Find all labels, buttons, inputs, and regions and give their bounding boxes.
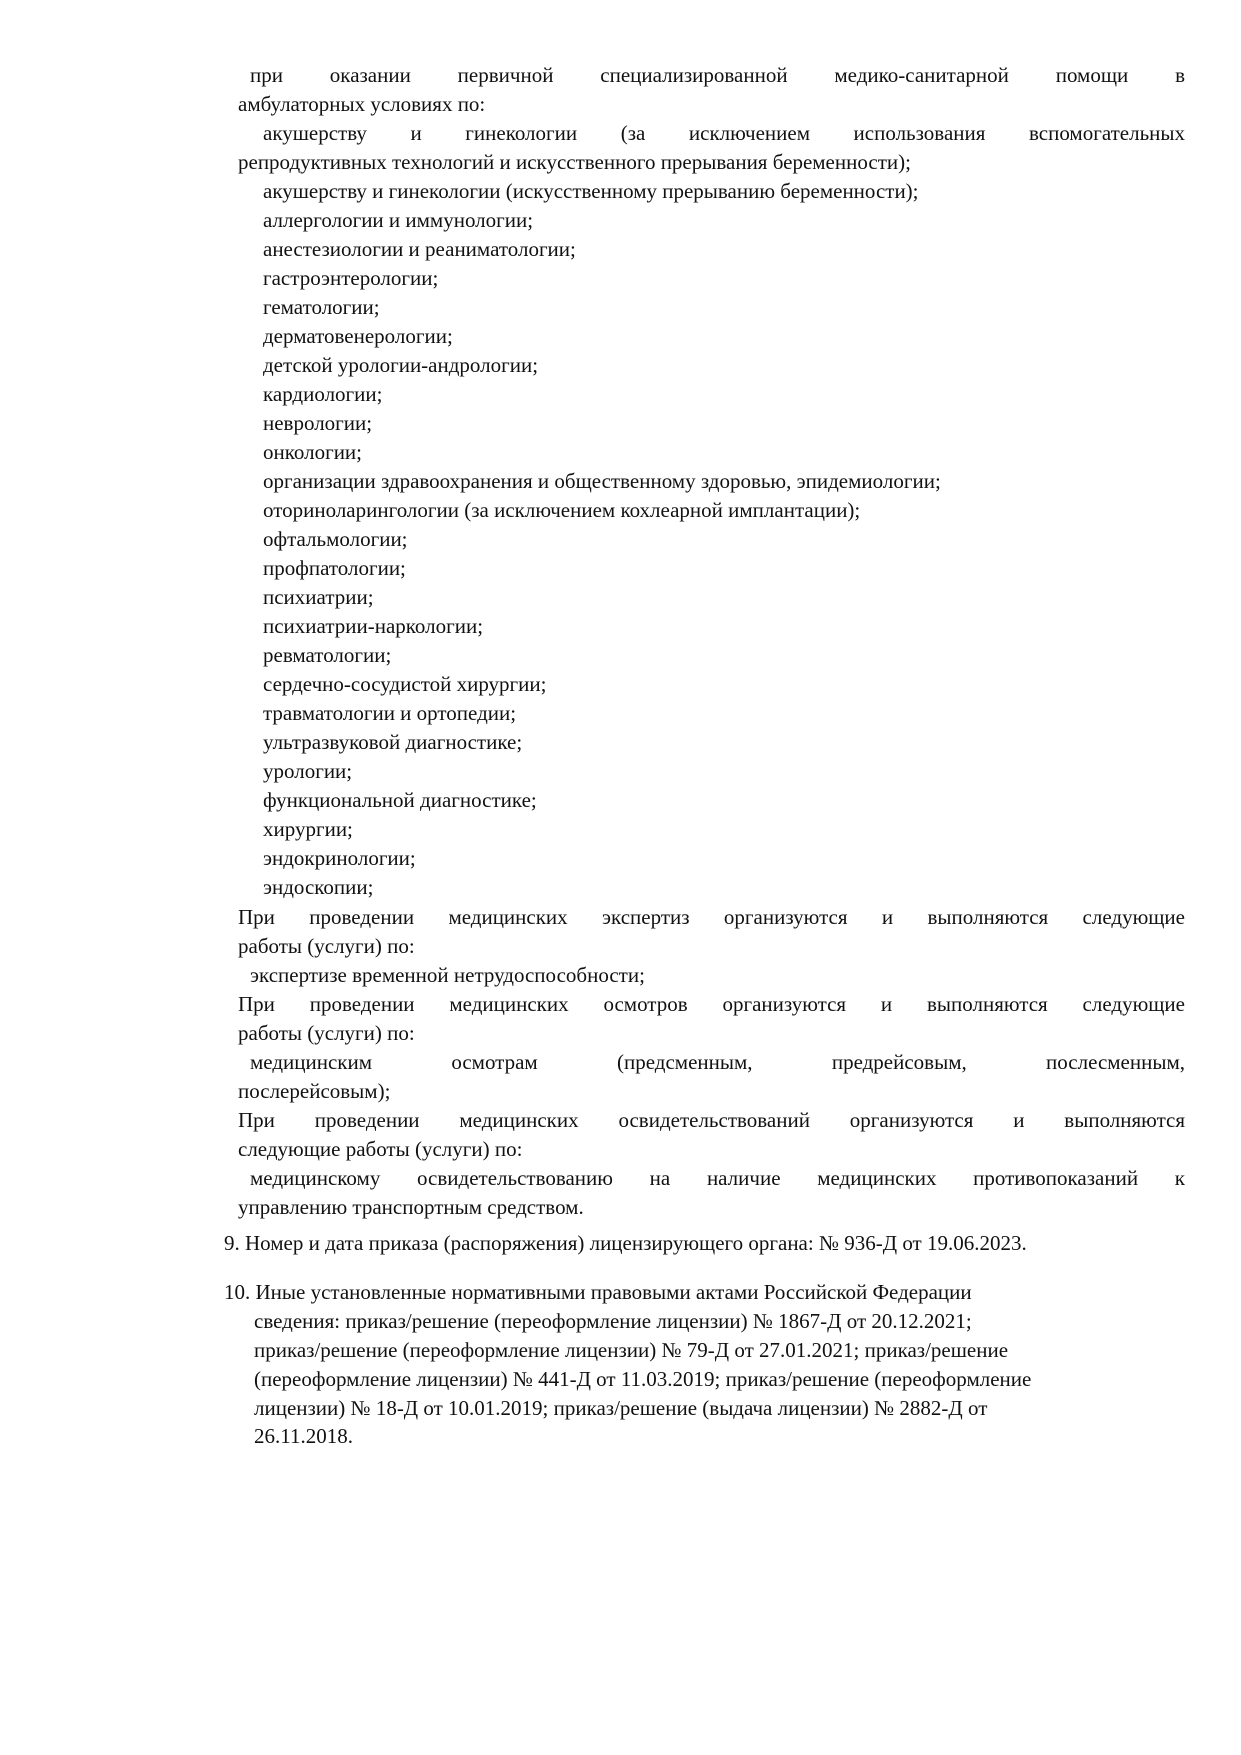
list-item: хирургии; [263, 817, 353, 841]
item-9-order-number: 9. Номер и дата приказа (распоряжения) лицензирующего органа: № 936-Д от 19.06.2023. [224, 1231, 1027, 1255]
list-item: психиатрии-наркологии; [263, 614, 484, 638]
list-item: медицинским осмотрам (предсменным, предрейсовым, послесменным, [250, 1050, 1185, 1074]
list-item: неврологии; [263, 411, 373, 435]
exams-heading: При проведении медицинских осмотров организуются и выполняются следующие [238, 992, 1185, 1016]
list-item: оториноларингологии (за исключением кохлеарной имплантации); [263, 498, 861, 522]
expertise-heading: работы (услуги) по: [238, 934, 415, 958]
list-item: гематологии; [263, 295, 380, 319]
list-item: послерейсовым); [238, 1079, 391, 1103]
item-10-line: 10. Иные установленные нормативными правовыми актами Российской Федерации [224, 1280, 972, 1304]
list-item: медицинскому освидетельствованию на наличие медицинских противопоказаний к [250, 1166, 1185, 1190]
list-item: организации здравоохранения и общественному здоровью, эпидемиологии; [263, 469, 941, 493]
list-item: урологии; [263, 759, 353, 783]
list-item: репродуктивных технологий и искусственного прерывания беременности); [238, 150, 911, 174]
list-item: сердечно-сосудистой хирургии; [263, 672, 547, 696]
intro-line: амбулаторных условиях по: [238, 92, 486, 116]
list-item: офтальмологии; [263, 527, 408, 551]
item-10-line: сведения: приказ/решение (переоформление лицензии) № 1867-Д от 20.12.2021; [254, 1309, 972, 1333]
list-item: детской урологии-андрологии; [263, 353, 539, 377]
intro-line: при оказании первичной специализированной медико-санитарной помощи в [250, 63, 1185, 87]
item-10-line: приказ/решение (переоформление лицензии) № 79-Д от 27.01.2021; приказ/решение [254, 1338, 1009, 1362]
list-item: онкологии; [263, 440, 363, 464]
list-item: психиатрии; [263, 585, 374, 609]
cert-heading: При проведении медицинских освидетельствований организуются и выполняются [238, 1108, 1185, 1132]
expertise-heading: При проведении медицинских экспертиз организуются и выполняются следующие [238, 905, 1185, 929]
item-10-line: лицензии) № 18-Д от 10.01.2019; приказ/решение (выдача лицензии) № 2882-Д от [254, 1396, 988, 1420]
list-item: функциональной диагностике; [263, 788, 537, 812]
list-item: экспертизе временной нетрудоспособности; [250, 963, 645, 987]
list-item: ревматологии; [263, 643, 392, 667]
exams-heading: работы (услуги) по: [238, 1021, 415, 1045]
list-item: аллергологии и иммунологии; [263, 208, 534, 232]
list-item: кардиологии; [263, 382, 383, 406]
list-item: анестезиологии и реаниматологии; [263, 237, 576, 261]
item-10-line: 26.11.2018. [254, 1424, 353, 1448]
list-item: акушерству и гинекологии (искусственному прерыванию беременности); [263, 179, 919, 203]
list-item: управлению транспортным средством. [238, 1195, 584, 1219]
list-item: травматологии и ортопедии; [263, 701, 517, 725]
list-item: профпатологии; [263, 556, 406, 580]
list-item: эндоскопии; [263, 875, 374, 899]
cert-heading: следующие работы (услуги) по: [238, 1137, 523, 1161]
list-item: акушерству и гинекологии (за исключением использования вспомогательных [263, 121, 1185, 145]
list-item: дерматовенерологии; [263, 324, 453, 348]
list-item: ультразвуковой диагностике; [263, 730, 523, 754]
list-item: эндокринологии; [263, 846, 416, 870]
item-10-line: (переоформление лицензии) № 441-Д от 11.03.2019; приказ/решение (переоформление [254, 1367, 1032, 1391]
list-item: гастроэнтерологии; [263, 266, 439, 290]
